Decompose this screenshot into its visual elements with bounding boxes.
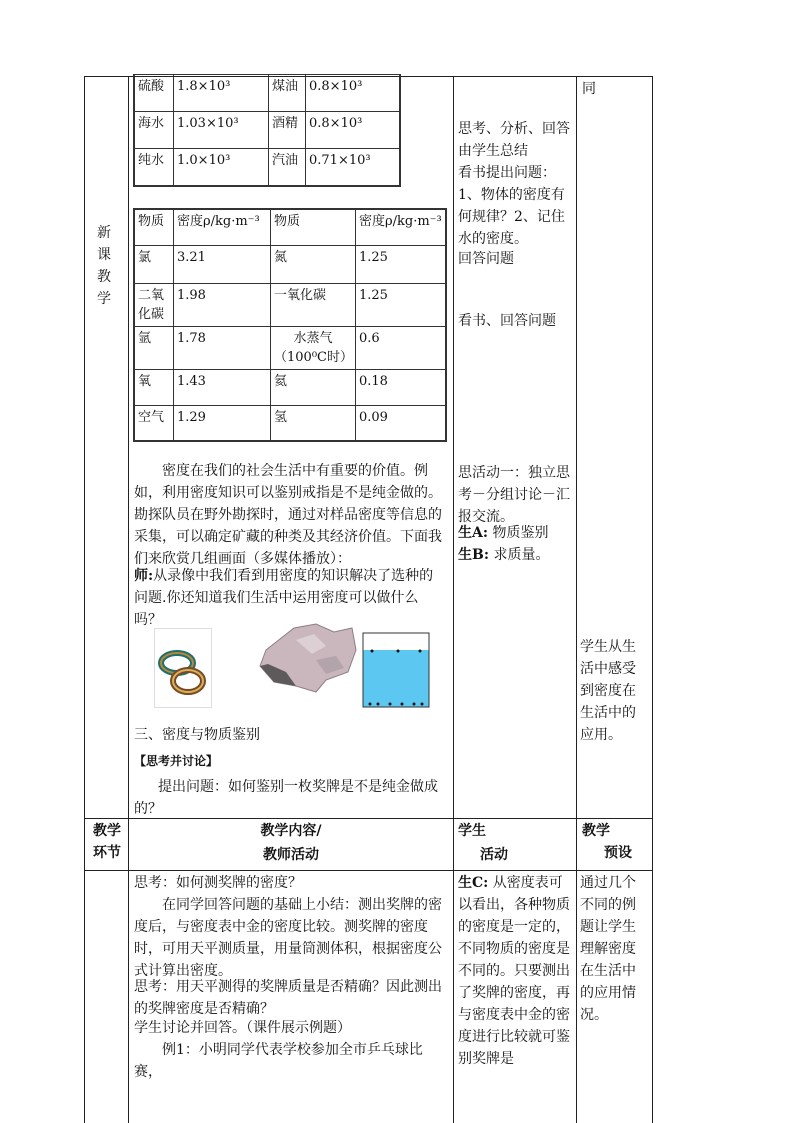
bottom-example: 例1：小明同学代表学校参加全市乒乓球比赛， — [134, 1042, 423, 1080]
rings-image — [154, 628, 212, 708]
student-b-text: 求质量。 — [493, 547, 550, 563]
bottom-think-1: 思考：如何测奖牌的密度？ — [134, 875, 302, 891]
student-activity-2: 看书提出问题：1、物体的密度有何规律？2、记住水的密度。 — [458, 165, 565, 247]
cell: 氮 — [271, 245, 356, 283]
table-row — [134, 283, 446, 326]
header-row-bottom-border — [84, 870, 653, 871]
header-teaching: 教学 — [582, 823, 610, 839]
student-a-text: 物质鉴别 — [492, 525, 549, 541]
table-right-border — [652, 76, 653, 1123]
cell: 0.09 — [356, 405, 447, 441]
header-preset: 预设 — [604, 845, 632, 861]
cell: 0.6 — [356, 326, 447, 369]
cell: 1.8×10³ — [174, 75, 269, 112]
cell: 0.8×10³ — [306, 75, 401, 112]
cell: 氧 — [134, 369, 174, 405]
student-activity-7 — [458, 544, 574, 566]
bottom-think-2: 思考：用天平测得的奖牌质量是否精确？因此测出的奖牌密度是否精确？ — [134, 979, 442, 1017]
header-cell: 密度ρ/kg·m⁻³ — [356, 209, 447, 245]
cell: 0.71×10³ — [306, 149, 401, 186]
cell: 3.21 — [174, 245, 271, 283]
gas-density-table — [133, 208, 447, 442]
preset-text-bottom: 通过几个不同的例题让学生理解密度在生活中的应用情况。 — [580, 875, 636, 1023]
student-activity-5: 思活动一：独立思考－分组讨论－汇报交流。 — [458, 465, 570, 525]
student-c-answer — [458, 872, 572, 1070]
cell: 一氧化碳 — [271, 283, 356, 326]
table-row — [134, 112, 400, 149]
label-char: 课 — [97, 247, 111, 263]
table-row — [134, 75, 400, 112]
cell: 1.25 — [356, 245, 447, 283]
section-label-vertical — [92, 222, 116, 310]
cell: 煤油 — [269, 75, 306, 112]
col2-left-border — [128, 76, 129, 1123]
question-text: 提出问题：如何鉴别一枚奖牌是不是纯金做成的？ — [134, 779, 438, 817]
cell: 氢 — [271, 405, 356, 441]
cell: 海水 — [134, 112, 174, 149]
table-row — [134, 326, 446, 369]
cell: 1.43 — [174, 369, 271, 405]
table-header-row — [134, 209, 446, 245]
preset-text-1: 同 — [582, 81, 596, 97]
cell: 酒精 — [269, 112, 306, 149]
cell: 0.8×10³ — [306, 112, 401, 149]
cell: 1.03×10³ — [174, 112, 269, 149]
student-a-label: 生A: — [458, 525, 489, 541]
cell: 水蒸气（100⁰C时） — [271, 326, 356, 369]
cell: 氩 — [134, 326, 174, 369]
cell: 1.78 — [174, 326, 271, 369]
water-container-image — [362, 632, 430, 708]
cell: 1.29 — [174, 405, 271, 441]
student-activity-6 — [458, 522, 574, 544]
cell: 0.18 — [356, 369, 447, 405]
table-row — [134, 149, 400, 186]
cell: 氦 — [271, 369, 356, 405]
liquid-density-table — [133, 74, 401, 187]
teacher-label: 师: — [134, 568, 154, 584]
header-teacher-activity: 教师活动 — [263, 847, 319, 863]
header-cell: 密度ρ/kg·m⁻³ — [174, 209, 271, 245]
label-char: 学 — [97, 291, 111, 307]
cell: 二氧化碳 — [134, 283, 174, 326]
teacher-text: 从录像中我们看到用密度的知识解决了选种的问题.你还知道我们生活中运用密度可以做什么吗？ — [134, 568, 434, 628]
header-teaching-content: 教学内容/ — [260, 823, 322, 839]
paragraph-density-value: 密度在我们的社会生活中有重要的价值。例如，利用密度知识可以鉴别戒指是不是纯金做的。勘探队员在野外勘探时，通过对样品密度等信息的采集，可以确定矿藏的种类及其经济价值。下面我们来欣赏几组画面（多媒体播放）： — [134, 463, 442, 567]
student-c-text: 从密度表可以看出，各种物质的密度是一定的，不同物质的密度是不同的。只要测出了奖牌的密度，再与密度表中金的密度进行比较就可鉴别奖牌是 — [458, 875, 570, 1067]
cell: 氯 — [134, 245, 174, 283]
cell: 汽油 — [269, 149, 306, 186]
cell: 纯水 — [134, 149, 174, 186]
section-title: 三、密度与物质鉴别 — [134, 727, 260, 743]
col4-left-border — [576, 76, 577, 1123]
student-activity-3: 回答问题 — [458, 251, 514, 267]
student-b-label: 生B: — [458, 547, 490, 563]
header-activity: 活动 — [480, 847, 508, 863]
table-row — [134, 245, 446, 283]
cell: 1.0×10³ — [174, 149, 269, 186]
header-cell: 物质 — [134, 209, 174, 245]
table-row — [134, 405, 446, 441]
cell: 1.98 — [174, 283, 271, 326]
label-char: 教 — [97, 269, 111, 285]
student-activity-4: 看书、回答问题 — [458, 313, 556, 329]
mineral-rock-image — [256, 620, 358, 694]
bottom-summary: 在同学回答问题的基础上小结：测出奖牌的密度后，与密度表中金的密度比较。测奖牌的密度时，可用天平测质量，用量筒测体积，根据密度公式计算出密度。 — [134, 897, 442, 979]
cell: 硫酸 — [134, 75, 174, 112]
label-char: 新 — [97, 225, 111, 241]
student-c-label: 生C: — [458, 875, 489, 891]
preset-text-2: 学生从生活中感受到密度在生活中的应用。 — [580, 639, 636, 743]
col3-left-border — [453, 76, 454, 1123]
table-left-border — [84, 76, 85, 1123]
header-teaching-stage: 教学环节 — [93, 823, 121, 861]
header-student: 学生 — [458, 823, 486, 839]
bottom-discuss: 学生讨论并回答。（课件展示例题） — [134, 1020, 351, 1036]
header-cell: 物质 — [271, 209, 356, 245]
cell: 1.25 — [356, 283, 447, 326]
table-row — [134, 369, 446, 405]
think-discuss-label: 【思考并讨论】 — [134, 754, 219, 768]
cell: 空气 — [134, 405, 174, 441]
student-activity-1: 思考、分析、回答由学生总结 — [458, 121, 570, 159]
